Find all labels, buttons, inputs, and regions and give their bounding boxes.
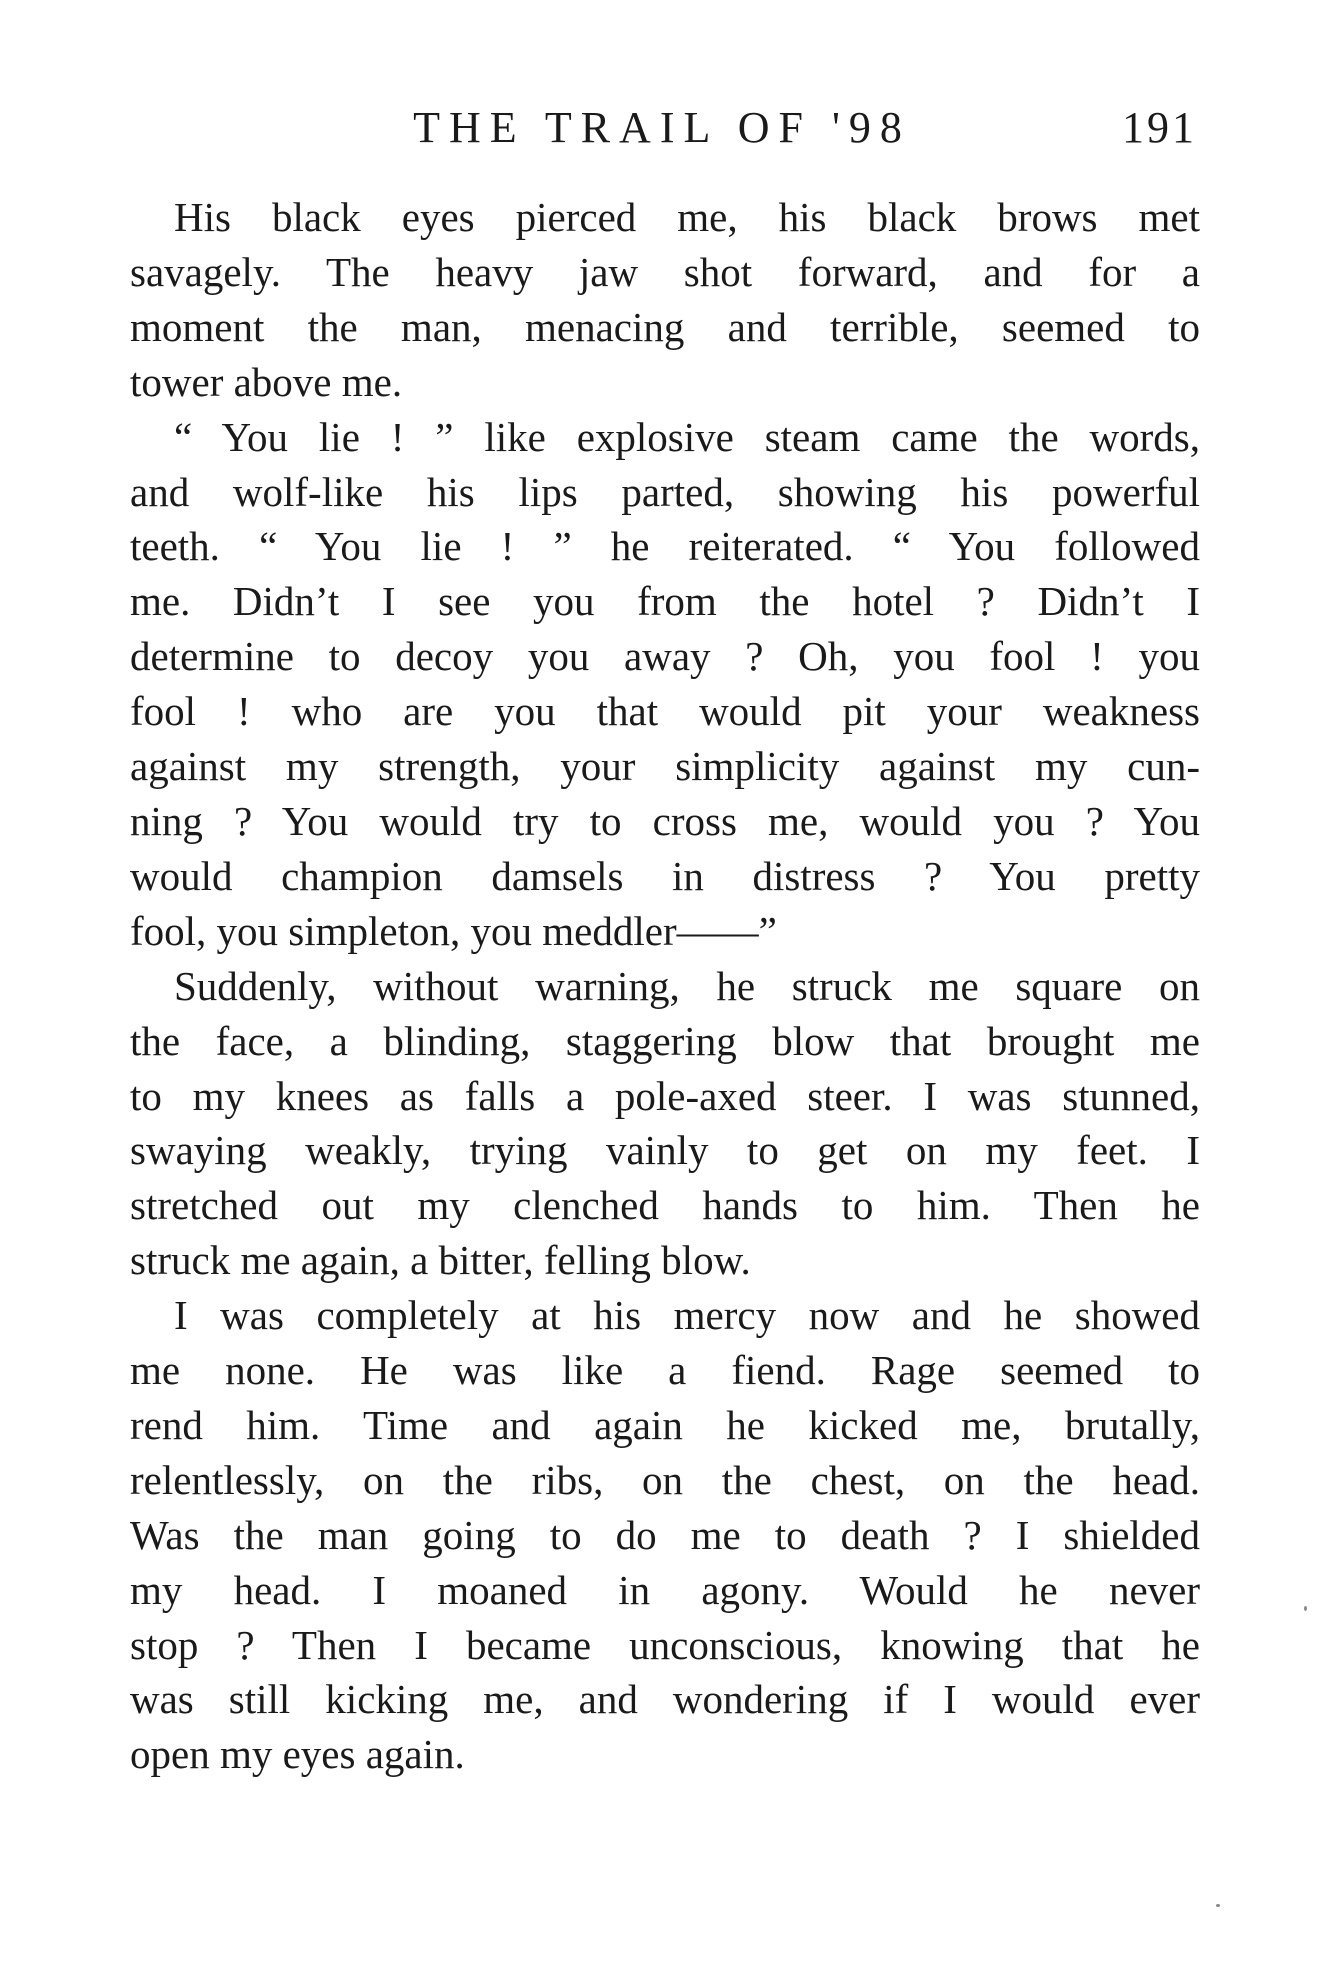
text-line: the face, a blinding, staggering blow that brought me [130,1017,1200,1064]
text-line: against my strength, your simplicity against my cun- [130,743,1200,790]
text-line: His black eyes pierced me, his black brows met [174,194,1200,240]
text-line: struck me again, a bitter, felling blow. [130,1237,751,1284]
body-text [130,190,1200,1782]
text-line: Suddenly, without warning, he struck me square on [174,962,1200,1009]
text-line: me. Didn’t I see you from the hotel ? Didn’t I [130,578,1200,625]
paper-speck [1304,1606,1307,1611]
text-line: teeth. “ You lie ! ” he reiterated. “ You followed [130,523,1200,570]
paragraph-1 [130,190,1200,410]
text-line: Was the man going to do me to death ? I shielded [130,1511,1200,1558]
text-line: ning ? You would try to cross me, would you ? You [130,797,1200,844]
text-line: I was completely at his mercy now and he showed [174,1292,1200,1339]
text-line: would champion damsels in distress ? You pretty [130,852,1200,899]
text-line: “ You lie ! ” like explosive steam came the words, [174,413,1200,460]
text-line: relentlessly, on the ribs, on the chest, on the head. [130,1456,1200,1503]
text-line: rend him. Time and again he kicked me, brutally, [130,1401,1200,1448]
paragraph-2 [130,410,1200,959]
paragraph-4 [130,1288,1200,1782]
page-number: 191 [1122,103,1197,152]
paper-speck [1216,1904,1220,1907]
text-line: fool, you simpleton, you meddler——” [130,907,777,954]
text-line: stretched out my clenched hands to him. Then he [130,1182,1200,1229]
text-line: determine to decoy you away ? Oh, you fool ! you [130,633,1200,680]
text-line: me none. He was like a fiend. Rage seemed to [130,1347,1200,1394]
paragraph-3 [130,959,1200,1288]
text-line: tower above me. [130,358,403,405]
text-line: stop ? Then I became unconscious, knowing that he [130,1621,1200,1668]
text-line: was still kicking me, and wondering if I would ever [130,1676,1200,1723]
text-line: open my eyes again. [130,1731,465,1778]
text-line: moment the man, menacing and terrible, seemed to [130,303,1200,350]
running-title: THE TRAIL OF '98 [413,103,911,152]
text-line: to my knees as falls a pole-axed steer. I was stunned, [130,1072,1200,1119]
text-line: savagely. The heavy jaw shot forward, and for a [130,248,1200,295]
text-line: my head. I moaned in agony. Would he never [130,1566,1200,1613]
running-head [127,98,1197,158]
text-line: fool ! who are you that would pit your weakness [130,688,1200,735]
text-line: and wolf-like his lips parted, showing his powerful [130,468,1200,515]
text-line: swaying weakly, trying vainly to get on my feet. I [130,1127,1200,1174]
